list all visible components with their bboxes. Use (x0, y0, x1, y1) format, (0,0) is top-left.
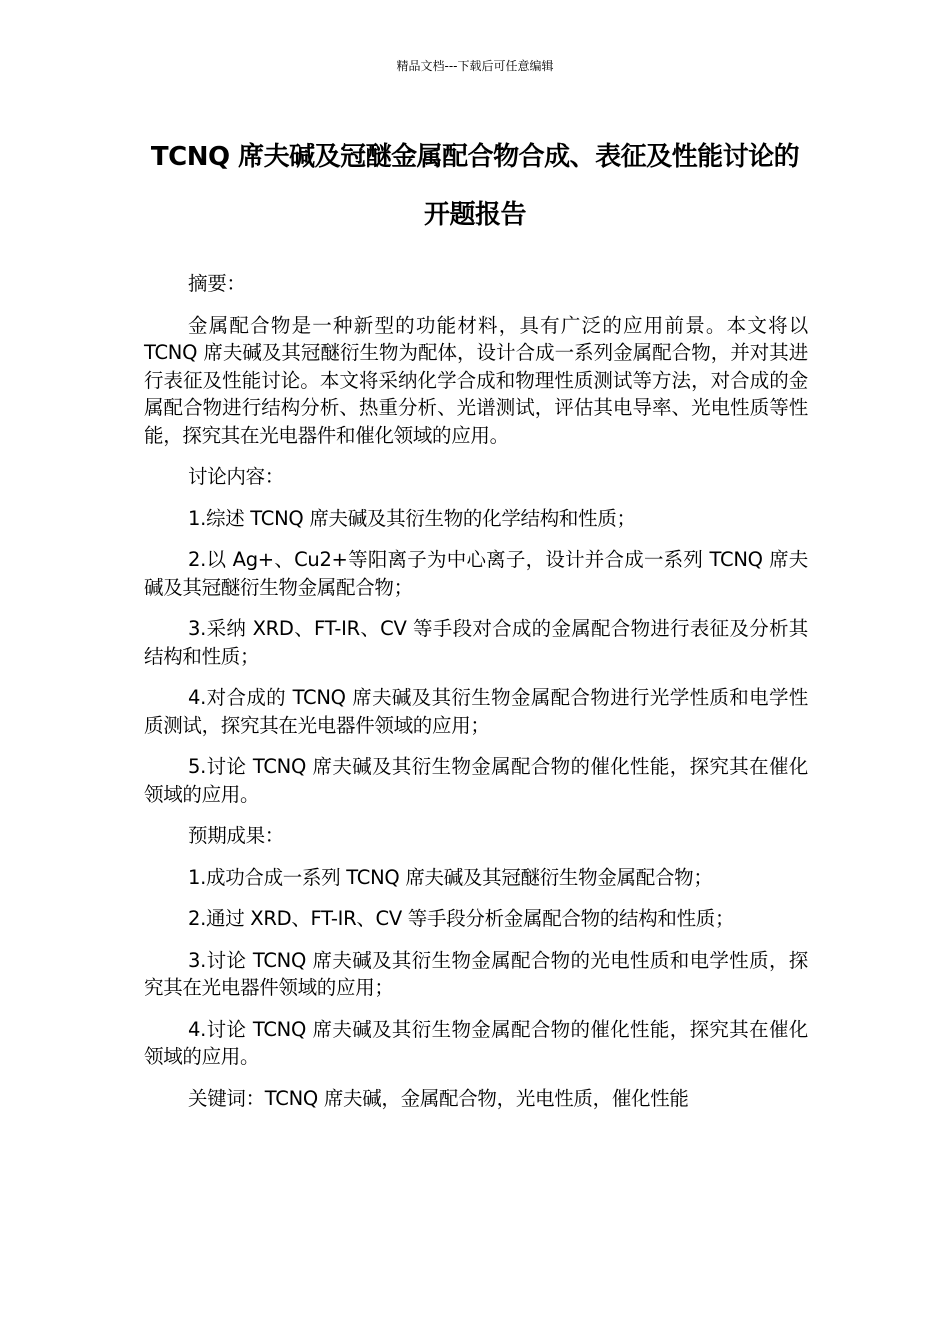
keywords: 关键词：TCNQ 席夫碱，金属配合物，光电性质，催化性能 (188, 1086, 689, 1110)
expected-result-4: 4.讨论 TCNQ 席夫碱及其衍生物金属配合物的催化性能，探究其在催化领域的应用。 (144, 1017, 808, 1068)
abstract-paragraph: 金属配合物是一种新型的功能材料，具有广泛的应用前景。本文将以 TCNQ 席夫碱及其冠醚衍生物为配体，设计合成一系列金属配合物，并对其进行表征及性能讨论。本文将采纳化学合成和物理性质测试等方法，对合成的金属配合物进行结构分析、热重分析、光谱测试，评估其电导率、光电性质等性能，探究其在光电器件和催化领域的应用。 (144, 313, 808, 447)
discussion-heading: 讨论内容： (188, 465, 285, 488)
expected-result-1: 1.成功合成一系列 TCNQ 席夫碱及其冠醚衍生物金属配合物； (188, 865, 713, 889)
expected-results-heading: 预期成果： (188, 824, 285, 847)
discussion-item-5: 5.讨论 TCNQ 席夫碱及其衍生物金属配合物的催化性能，探究其在催化领域的应用。 (144, 755, 808, 806)
document-title: TCNQ 席夫碱及冠醚金属配合物合成、表征及性能讨论的开题报告 (150, 142, 800, 230)
page-header-note: 精品文档---下载后可任意编辑 (396, 59, 554, 73)
expected-result-3: 3.讨论 TCNQ 席夫碱及其衍生物金属配合物的光电性质和电学性质，探究其在光电器件领域的应用； (144, 948, 808, 999)
discussion-item-3: 3.采纳 XRD、FT-IR、CV 等手段对合成的金属配合物进行表征及分析其结构和性质； (144, 617, 808, 668)
discussion-item-2: 2.以 Ag+、Cu2+等阳离子为中心离子，设计并合成一系列 TCNQ 席夫碱及其冠醚衍生物金属配合物； (144, 548, 808, 599)
discussion-item-1: 1.综述 TCNQ 席夫碱及其衍生物的化学结构和性质； (188, 506, 636, 530)
discussion-item-4: 4.对合成的 TCNQ 席夫碱及其衍生物金属配合物进行光学性质和电学性质测试，探究其在光电器件领域的应用； (144, 686, 808, 737)
expected-result-2: 2.通过 XRD、FT-IR、CV 等手段分析金属配合物的结构和性质； (188, 907, 735, 930)
document-body (144, 270, 808, 1126)
abstract-heading: 摘要： (188, 272, 246, 295)
